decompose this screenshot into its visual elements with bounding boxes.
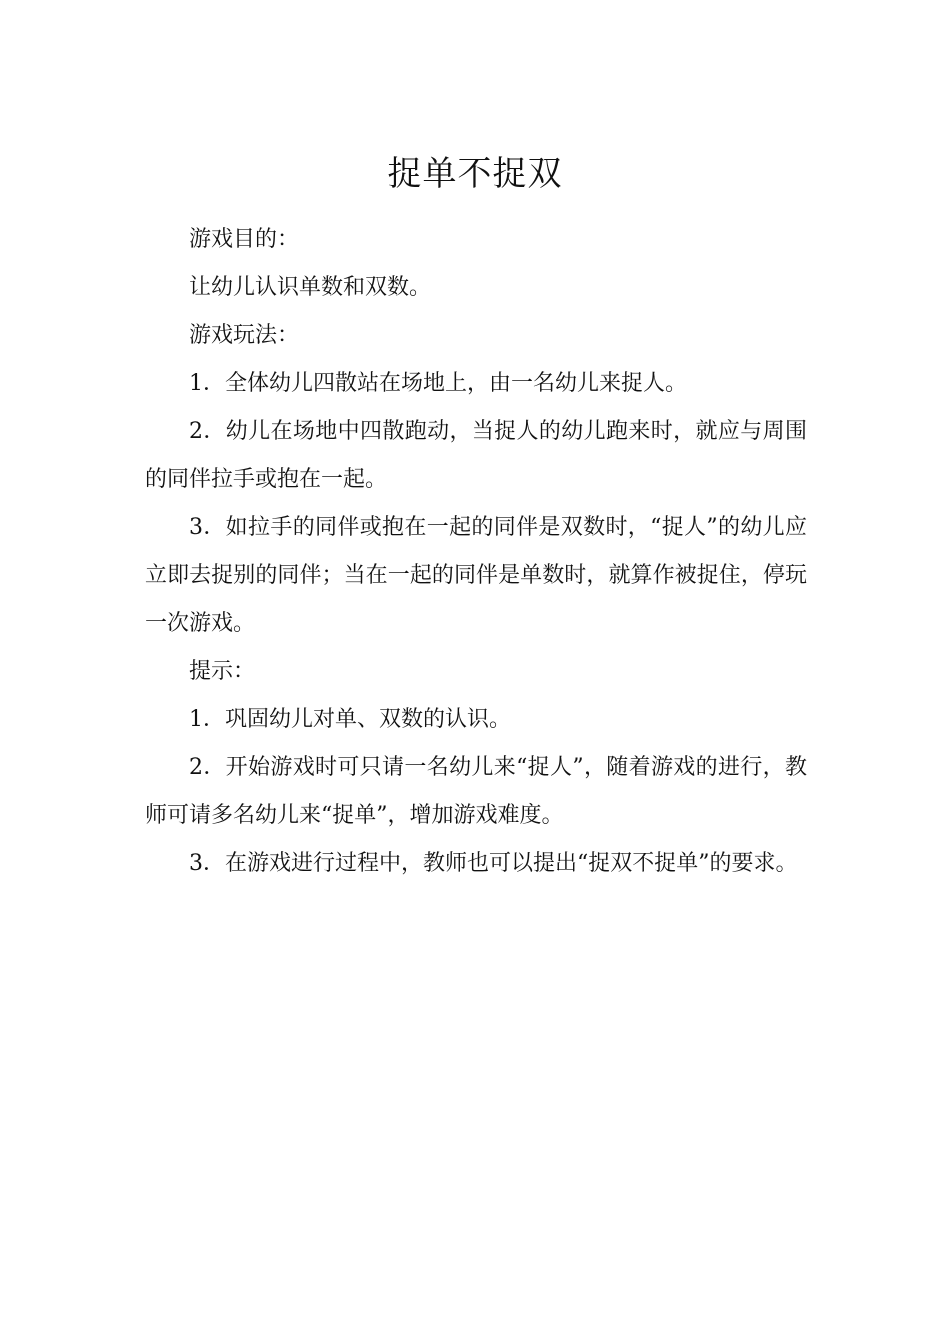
- rule-item-2: 2．幼儿在场地中四散跑动，当捉人的幼儿跑来时，就应与周围的同伴拉手或抱在一起。: [145, 419, 807, 492]
- document-body: [145, 216, 807, 888]
- document-title: 捉单不捉双: [387, 154, 563, 194]
- section-heading-tips: 提示：: [189, 659, 256, 684]
- tip-item-2: 2．开始游戏时可只请一名幼儿来“捉人”，随着游戏的进行，教师可请多名幼儿来“捉单”，增加游戏难度。: [145, 755, 807, 828]
- goal-text: 让幼儿认识单数和双数。: [189, 275, 432, 300]
- rule-item-1: 1．全体幼儿四散站在场地上，由一名幼儿来捉人。: [189, 371, 687, 396]
- section-heading-goal: 游戏目的：: [189, 227, 300, 252]
- rule-item-3: 3．如拉手的同伴或抱在一起的同伴是双数时，“捉人”的幼儿应立即去捉别的同伴；当在一起的同伴是单数时，就算作被捉住，停玩一次游戏。: [145, 515, 807, 636]
- tip-item-1: 1．巩固幼儿对单、双数的认识。: [189, 707, 511, 732]
- section-heading-rules: 游戏玩法：: [189, 323, 300, 348]
- tip-item-3: 3．在游戏进行过程中，教师也可以提出“捉双不捉单”的要求。: [189, 851, 798, 876]
